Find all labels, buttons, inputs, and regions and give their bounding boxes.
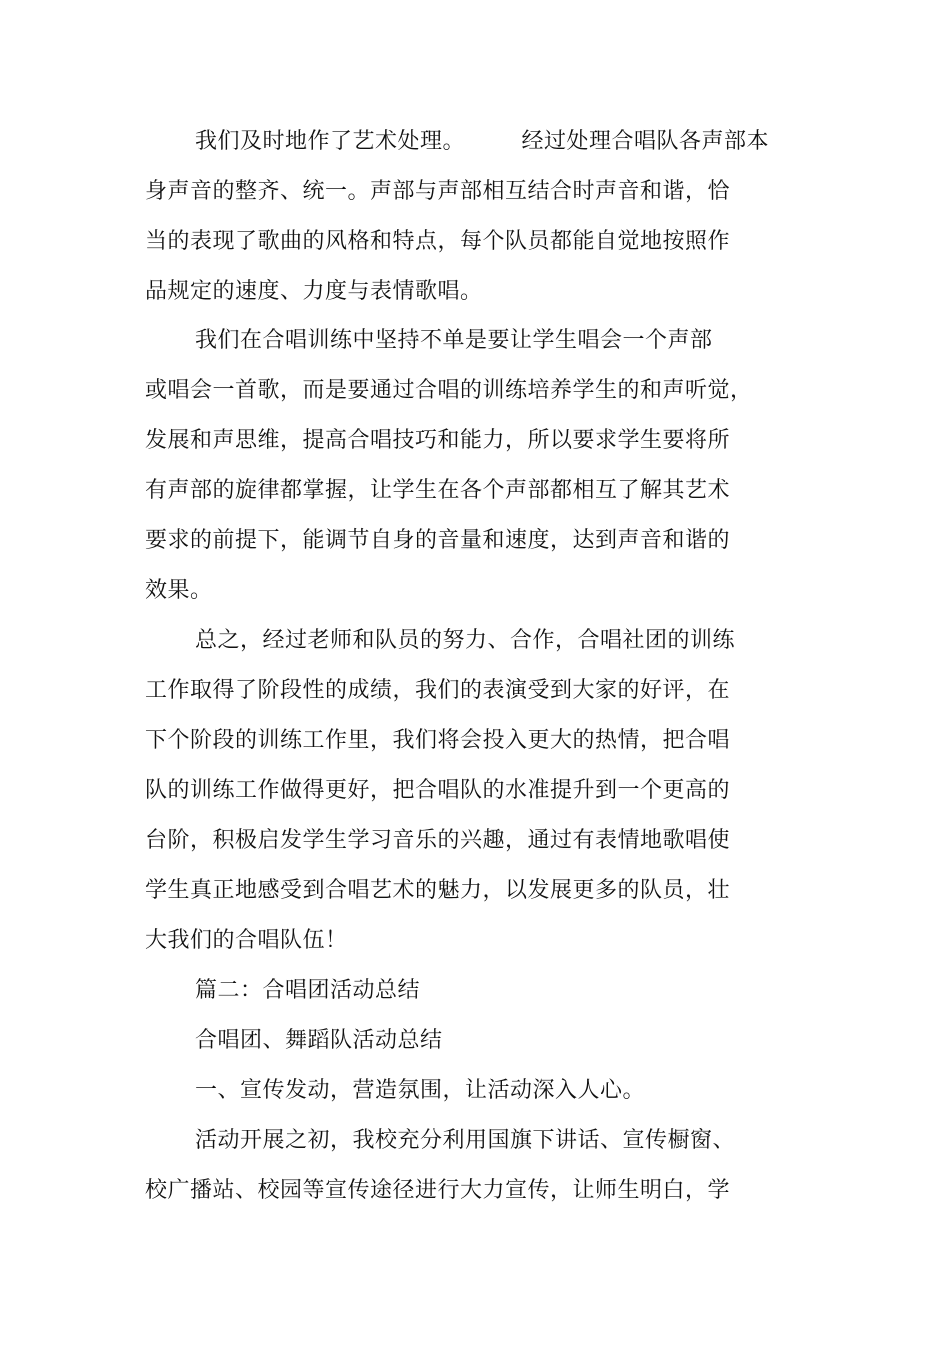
section-heading: 篇二：合唱团活动总结 (195, 978, 421, 1003)
paragraph-line: 品规定的速度、力度与表情歌唱。 (145, 279, 483, 304)
paragraph-line: 我们在合唱训练中坚持不单是要让学生唱会一个声部 (195, 328, 713, 353)
paragraph-line: 学生真正地感受到合唱艺术的魅力，以发展更多的队员，壮 (145, 878, 731, 903)
paragraph-line: 当的表现了歌曲的风格和特点，每个队员都能自觉地按照作 (145, 229, 731, 254)
paragraph-line: 台阶，积极启发学生学习音乐的兴趣，通过有表情地歌唱使 (145, 828, 731, 853)
subheading: 一、宣传发动，营造氛围，让活动深入人心。 (195, 1078, 646, 1103)
paragraph-line: 校广播站、校园等宣传途径进行大力宣传，让师生明白，学 (145, 1178, 731, 1203)
paragraph-line: 效果。 (145, 578, 213, 603)
paragraph-line: 有声部的旋律都掌握，让学生在各个声部都相互了解其艺术 (145, 478, 731, 503)
paragraph-line: 身声音的整齐、统一。声部与声部相互结合时声音和谐，恰 (145, 179, 731, 204)
paragraph-line: 队的训练工作做得更好，把合唱队的水准提升到一个更高的 (145, 778, 731, 803)
paragraph-line: 活动开展之初，我校充分利用国旗下讲话、宣传橱窗、 (195, 1128, 736, 1153)
paragraph-line: 发展和声思维，提高合唱技巧和能力，所以要求学生要将所 (145, 428, 731, 453)
paragraph-line: 总之，经过老师和队员的努力、合作，合唱社团的训练 (195, 628, 736, 653)
paragraph-line: 我们及时地作了艺术处理。 经过处理合唱队各声部本 (195, 129, 770, 154)
document-title: 合唱团、舞蹈队活动总结 (195, 1028, 443, 1053)
paragraph-line: 要求的前提下，能调节自身的音量和速度，达到声音和谐的 (145, 528, 731, 553)
paragraph-line: 工作取得了阶段性的成绩，我们的表演受到大家的好评，在 (145, 678, 731, 703)
paragraph-line: 下个阶段的训练工作里，我们将会投入更大的热情，把合唱 (145, 728, 731, 753)
paragraph-line: 或唱会一首歌，而是要通过合唱的训练培养学生的和声听觉， (145, 378, 753, 403)
paragraph-line: 大我们的合唱队伍！ (145, 928, 348, 953)
